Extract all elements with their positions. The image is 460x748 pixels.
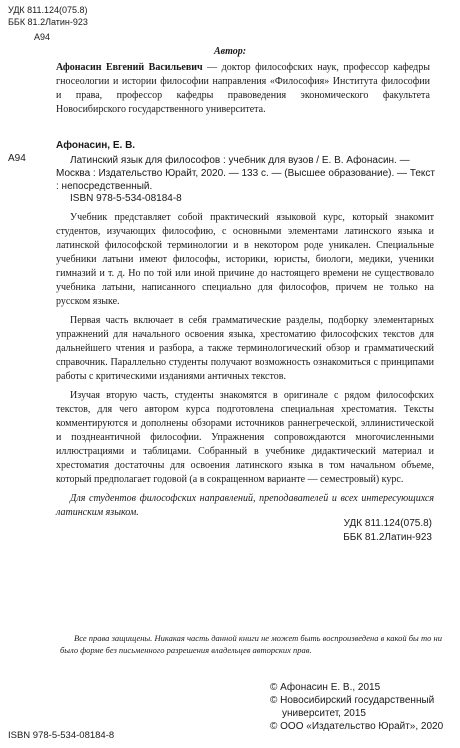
isbn-top: ISBN 978-5-534-08184-8 bbox=[70, 193, 182, 204]
rights-notice: Все права защищены. Никакая часть данной книги не может быть воспроизведена в какой бы то ни было форме без письменного разрешения владельцев авторских прав. bbox=[60, 633, 442, 655]
copyright-list bbox=[270, 681, 455, 733]
author-name: Афонасин Евгений Васильевич bbox=[56, 62, 203, 73]
bbk-code: ББК 81.2Латин-923 bbox=[8, 17, 88, 27]
author-heading: Автор: bbox=[213, 46, 247, 57]
bibliography-code: А94 bbox=[8, 153, 26, 164]
copyright-university: © Новосибирский государственный университет, 2015 bbox=[270, 695, 435, 719]
author-bio bbox=[56, 61, 430, 117]
abstract bbox=[56, 211, 434, 525]
isbn-bottom: ISBN 978-5-534-08184-8 bbox=[8, 730, 115, 741]
bbk-code-bottom: ББК 81.2Латин-923 bbox=[343, 532, 432, 543]
abstract-paragraph-2: Первая часть включает в себя грамматические разделы, подборку элементарных упражнений для начального освоения языка, хрестоматию философских текстов для дальнейшего чтения и разбора, а также терминологический обзор и грамматический справочник. Параллельно студенты получают возможность ознакомиться с принципами работы с критическими изданиями античных текстов. bbox=[56, 315, 434, 382]
audience-note: Для студентов философских направлений, преподавателей и всех интересующихся латинским языком. bbox=[56, 493, 434, 518]
udk-code-bottom: УДК 811.124(075.8) bbox=[343, 518, 432, 529]
copyright-author: © Афонасин Е. В., 2015 bbox=[270, 682, 381, 693]
author-mark: А94 bbox=[34, 32, 51, 42]
abstract-paragraph-3: Изучая вторую часть, студенты знакомятся в оригинале с рядом философских текстов, для чего автором курса подготовлена специальная хрестоматия. Тексты комментируются и дополнены обзорами источников раннегреческой, эллинистической и позднеантичной философии. Упражнения сопровождаются многочисленными иллюстрациями и таблицами. Собранный в учебнике дидактический материал и хрестоматия достаточны для освоения латинского языка в том начальном объеме, который предполагает годовой (а в сокращенном варианте — семестровый) курс. bbox=[56, 390, 434, 485]
udk-code: УДК 811.124(075.8) bbox=[8, 5, 88, 15]
bibliography-description: Латинский язык для философов : учебник для вузов / Е. В. Афонасин. — Москва : Издательство Юрайт, 2020. — 133 с. — (Высшее образование). — Текст : непосредственный. bbox=[56, 155, 436, 192]
abstract-paragraph-1: Учебник представляет собой практический языковой курс, который знакомит студентов, изучающих философию, с основными элементами латинского языка и латинской философской терминологии и в некотором роде уникален. Специальные учебники латыни имеют философы, историки, юристы, биологи, медики, ученики гимназий и т. д. Но по той или иной причине до настоящего времени не существовало учебника латыни, написанного специально для философов, причем не только на русском языке. bbox=[56, 212, 434, 307]
author-bio-text: — доктор философских наук, профессор кафедры гносеологии и истории философии направления «Философия» Института философии и права, профессор кафедры правоведения экономического факультета Новосибирского государственного университета. bbox=[56, 62, 430, 115]
copyright-publisher: © ООО «Издательство Юрайт», 2020 bbox=[270, 721, 444, 732]
bibliography-author: Афонасин, Е. В. bbox=[56, 140, 136, 151]
